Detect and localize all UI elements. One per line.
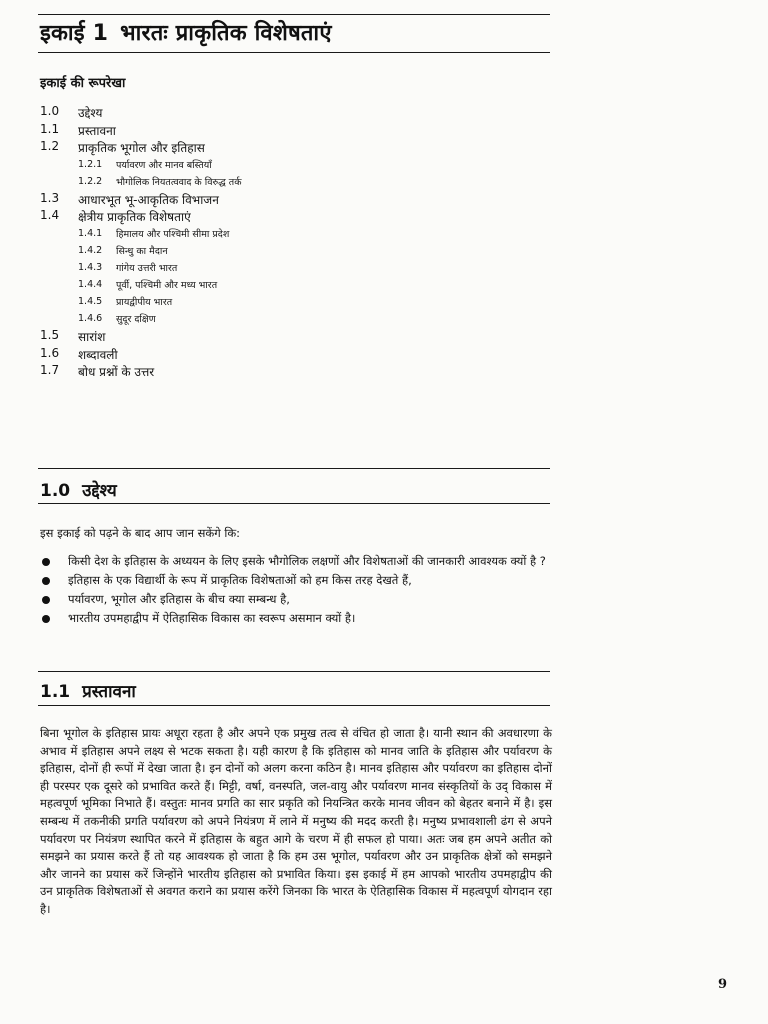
bullet-dot-icon: [42, 558, 50, 566]
outline-item-number: 1.4.5: [78, 295, 103, 307]
objective-text: पर्यावरण, भूगोल और इतिहास के बीच क्या सम्बन्ध है,: [68, 592, 290, 606]
outline-item: [40, 260, 540, 277]
outline-item: [40, 243, 540, 260]
outline-item: [40, 208, 540, 226]
section-number: 1.0: [40, 481, 71, 501]
outline-item-text: सुदूर दक्षिण: [116, 313, 156, 325]
outline-item: [40, 311, 540, 328]
outline-item-text: क्षेत्रीय प्राकृतिक विशेषताएं: [78, 210, 191, 225]
outline-item: [40, 104, 540, 122]
outline-item-number: 1.4.1: [78, 227, 103, 239]
outline-item: [40, 139, 540, 157]
outline-item-number: 1.2: [40, 139, 60, 154]
outline-list: [40, 104, 540, 381]
objective-bullet: [40, 552, 560, 570]
outline-item: [40, 226, 540, 243]
outline-item: [40, 277, 540, 294]
outline-item: [40, 191, 540, 209]
outline-item-text: हिमालय और पश्चिमी सीमा प्रदेश: [116, 228, 230, 240]
bullet-dot-icon: [42, 615, 50, 623]
section-objectives-top-rule: [38, 468, 550, 469]
outline-item-number: 1.2.1: [78, 158, 103, 170]
outline-item: [40, 363, 540, 381]
unit-title-rule: [38, 52, 550, 53]
outline-item: [40, 122, 540, 140]
outline-item-text: पूर्वी, पश्चिमी और मध्य भारत: [116, 279, 218, 291]
outline-item-text: प्रायद्वीपीय भारत: [116, 296, 173, 308]
unit-number: इकाई 1: [40, 21, 109, 46]
outline-item-number: 1.4.6: [78, 312, 103, 324]
objectives-intro: इस इकाई को पढ़ने के बाद आप जान सकेंगे कि:: [40, 526, 241, 540]
objective-text: किसी देश के इतिहास के अध्ययन के लिए इसके भौगोलिक लक्षणों और विशेषताओं की जानकारी आवश्यक क्यों है ?: [68, 554, 546, 568]
outline-item-number: 1.7: [40, 363, 60, 378]
outline-item-number: 1.4.3: [78, 261, 103, 273]
outline-item-number: 1.6: [40, 345, 60, 360]
section-number: 1.1: [40, 682, 71, 702]
outline-item: [40, 328, 540, 346]
outline-item-number: 1.4: [40, 208, 60, 223]
objective-bullet: [40, 590, 560, 608]
outline-item-number: 1.4.2: [78, 244, 103, 256]
outline-item-number: 1.1: [40, 121, 60, 136]
objective-bullet: [40, 609, 560, 627]
outline-item-text: भौगोलिक नियतत्ववाद के विरुद्ध तर्क: [116, 176, 242, 188]
section-intro-top-rule: [38, 671, 550, 672]
section-objectives-bottom-rule: [38, 503, 550, 504]
section-title: प्रस्तावना: [82, 682, 136, 702]
outline-item-text: प्राकृतिक भूगोल और इतिहास: [78, 141, 205, 156]
outline-item-text: पर्यावरण और मानव बस्तियाँ: [116, 159, 212, 171]
objective-bullet: [40, 571, 560, 589]
outline-item-text: बोध प्रश्नों के उत्तर: [78, 365, 155, 380]
outline-item-text: प्रस्तावना: [78, 123, 116, 138]
section-title: उद्देश्य: [82, 481, 117, 501]
objective-text: इतिहास के एक विद्यार्थी के रूप में प्राकृतिक विशेषताओं को हम किस तरह देखते हैं,: [68, 573, 412, 587]
outline-item-text: गांगेय उत्तरी भारत: [116, 262, 178, 274]
outline-item: [40, 294, 540, 311]
bullet-dot-icon: [42, 596, 50, 604]
outline-item: [40, 346, 540, 364]
outline-item-number: 1.3: [40, 190, 60, 205]
page-number: 9: [718, 977, 728, 992]
top-rule: [38, 14, 550, 15]
bullet-dot-icon: [42, 577, 50, 585]
unit-title: [40, 17, 332, 47]
outline-item-number: 1.4.4: [78, 278, 103, 290]
outline-item-text: सिन्धु का मैदान: [116, 245, 168, 257]
section-intro-bottom-rule: [38, 705, 550, 706]
outline-item-number: 1.2.2: [78, 175, 103, 187]
section-intro-heading: [40, 679, 136, 702]
outline-title: इकाई की रूपरेखा: [40, 76, 126, 91]
outline-item-number: 1.0: [40, 104, 60, 118]
intro-paragraph: बिना भूगोल के इतिहास प्रायः अधूरा रहता है और अपने एक प्रमुख तत्व से वंचित हो जाता है। यानी स्थान की अवधारणा के अभाव में इतिहास अपने लक्ष्य से भटक सकता है। यही कारण है कि इतिहास को मानव जाति के इतिहास और पर्यावरण के इतिहास, दोनों ही रूपों में देखा जाता है। इन दोनों को अलग करना कठिन है। मानव इतिहास और पर्यावरण का इतिहास दोनों ही परस्पर एक दूसरे को प्रभावित करते हैं। मिट्टी, वर्षा, वनस्पति, जल-वायु और पर्यावरण मानव संस्कृतियों के उद् विकास में महत्वपूर्ण भूमिका निभाते हैं। वस्तुतः मानव प्रगति का सार प्रकृति को नियन्त्रित करके मानव जीवन को बेहतर बनाने में है। इस सम्बन्ध में तकनीकी प्रगति पर्यावरण को अपने नियंत्रण में लाने में मनुष्य की मदद करती है। मनुष्य प्रभावशाली ढंग से अपने पर्यावरण पर नियंत्रण स्थापित करने में इतिहास के बहुत आगे के चरण में ही सफल हो पाया। अतः जब हम अपने अतीत को समझने का प्रयास करते हैं तो यह आवश्यक हो जाता है कि हम उस भूगोल, पर्यावरण और उन प्राकृतिक क्षेत्रों को समझने और जानने का प्रयास करें जिन्होंने भारतीय इतिहास को प्रभावित किया। इस इकाई में हम आपको भारतीय उपमहाद्वीप की उन प्राकृतिक विशेषताओं से अवगत कराने का प्रयास करेंगे जिनका कि भारत के ऐतिहासिक विकास में महत्वपूर्ण योगदान रहा है।: [40, 726, 552, 916]
outline-item: [40, 157, 540, 174]
outline-item-text: उद्देश्य: [78, 106, 103, 120]
section-objectives-heading: [40, 478, 117, 501]
objective-text: भारतीय उपमहाद्वीप में ऐतिहासिक विकास का स्वरूप असमान क्यों है।: [68, 611, 356, 625]
unit-title-text: भारतः प्राकृतिक विशेषताएं: [120, 21, 332, 46]
outline-item: [40, 174, 540, 191]
objectives-list: [40, 552, 560, 628]
outline-item-number: 1.5: [40, 327, 60, 342]
outline-item-text: शब्दावली: [78, 347, 118, 362]
outline-item-text: आधारभूत भू-आकृतिक विभाजन: [78, 192, 219, 207]
outline-item-text: सारांश: [78, 329, 106, 344]
